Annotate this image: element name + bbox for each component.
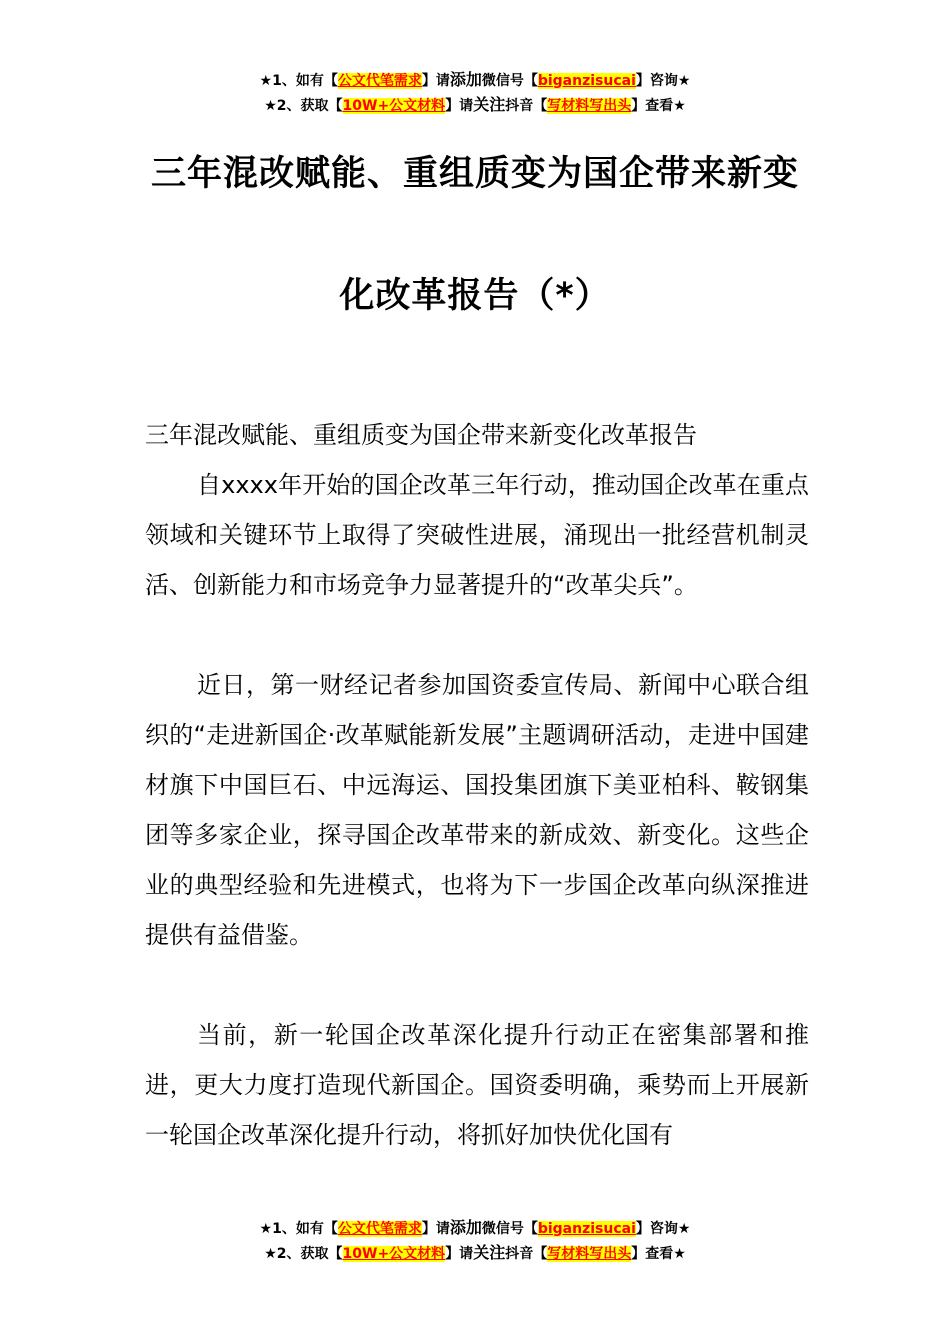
banner-highlight: biganzisucai xyxy=(537,1221,636,1237)
document-body xyxy=(145,410,809,1160)
banner-highlight: 10W+公文材料 xyxy=(342,98,446,114)
banner-highlight: 写材料写出头 xyxy=(547,98,632,114)
banner-text: 】咨询★ xyxy=(635,1221,691,1237)
banner-text: 微信号【 xyxy=(481,73,538,89)
banner-text: 】请 xyxy=(421,73,450,89)
banner-text: ★1、如有【 xyxy=(259,1221,338,1237)
document-subtitle: 三年混改赋能、重组质变为国企带来新变化改革报告 xyxy=(145,421,697,449)
banner-emphasis: 添加 xyxy=(449,70,482,89)
banner-line-2 xyxy=(0,1241,950,1266)
banner-highlight: 公文代笔需求 xyxy=(337,73,422,89)
banner-text: ★2、获取【 xyxy=(264,98,343,114)
banner-highlight: 写材料写出头 xyxy=(547,1246,632,1262)
header-banner xyxy=(0,68,950,118)
body-paragraph: 近日，第一财经记者参加国资委宣传局、新闻中心联合组织的“走进新国企·改革赋能新发展”主题调研活动，走进中国建材旗下中国巨石、中远海运、国投集团旗下美亚柏科、鞍钢集团等多家企业，探寻国企改革带来的新成效、新变化。这些企业的典型经验和先进模式，也将为下一步国企改革向纵深推进提供有益借鉴。 xyxy=(145,671,809,949)
banner-text: 微信号【 xyxy=(481,1221,538,1237)
banner-emphasis: 关注 xyxy=(473,95,506,114)
banner-highlight: 10W+公文材料 xyxy=(342,1246,446,1262)
banner-line-2 xyxy=(0,93,950,118)
banner-text: 】请 xyxy=(421,1221,450,1237)
document-title-line-2: 化改革报告（*） xyxy=(339,276,611,316)
body-paragraph: 自xxxx年开始的国企改革三年行动，推动国企改革在重点领域和关键环节上取得了突破性进展，涌现出一批经营机制灵活、创新能力和市场竞争力显著提升的“改革尖兵”。 xyxy=(145,471,809,599)
body-paragraph: 当前，新一轮国企改革深化提升行动正在密集部署和推进，更大力度打造现代新国企。国资委明确，乘势而上开展新一轮国企改革深化提升行动，将抓好加快优化国有 xyxy=(145,1021,809,1149)
banner-highlight: 公文代笔需求 xyxy=(337,1221,422,1237)
footer-banner xyxy=(0,1216,950,1266)
banner-text: ★2、获取【 xyxy=(264,1246,343,1262)
banner-highlight: biganzisucai xyxy=(537,73,636,89)
banner-line-1 xyxy=(0,1216,950,1241)
banner-text: 】请 xyxy=(445,98,474,114)
banner-emphasis: 关注 xyxy=(473,1243,506,1262)
banner-text: ★1、如有【 xyxy=(259,73,338,89)
document-title-line-1: 三年混改赋能、重组质变为国企带来新变 xyxy=(150,154,799,194)
banner-text: 抖音【 xyxy=(505,1246,548,1262)
banner-line-1 xyxy=(0,68,950,93)
banner-text: 抖音【 xyxy=(505,98,548,114)
banner-text: 】咨询★ xyxy=(635,73,691,89)
banner-text: 】查看★ xyxy=(631,98,686,114)
banner-text: 】查看★ xyxy=(631,1246,686,1262)
banner-emphasis: 添加 xyxy=(449,1218,482,1237)
banner-text: 】请 xyxy=(445,1246,474,1262)
